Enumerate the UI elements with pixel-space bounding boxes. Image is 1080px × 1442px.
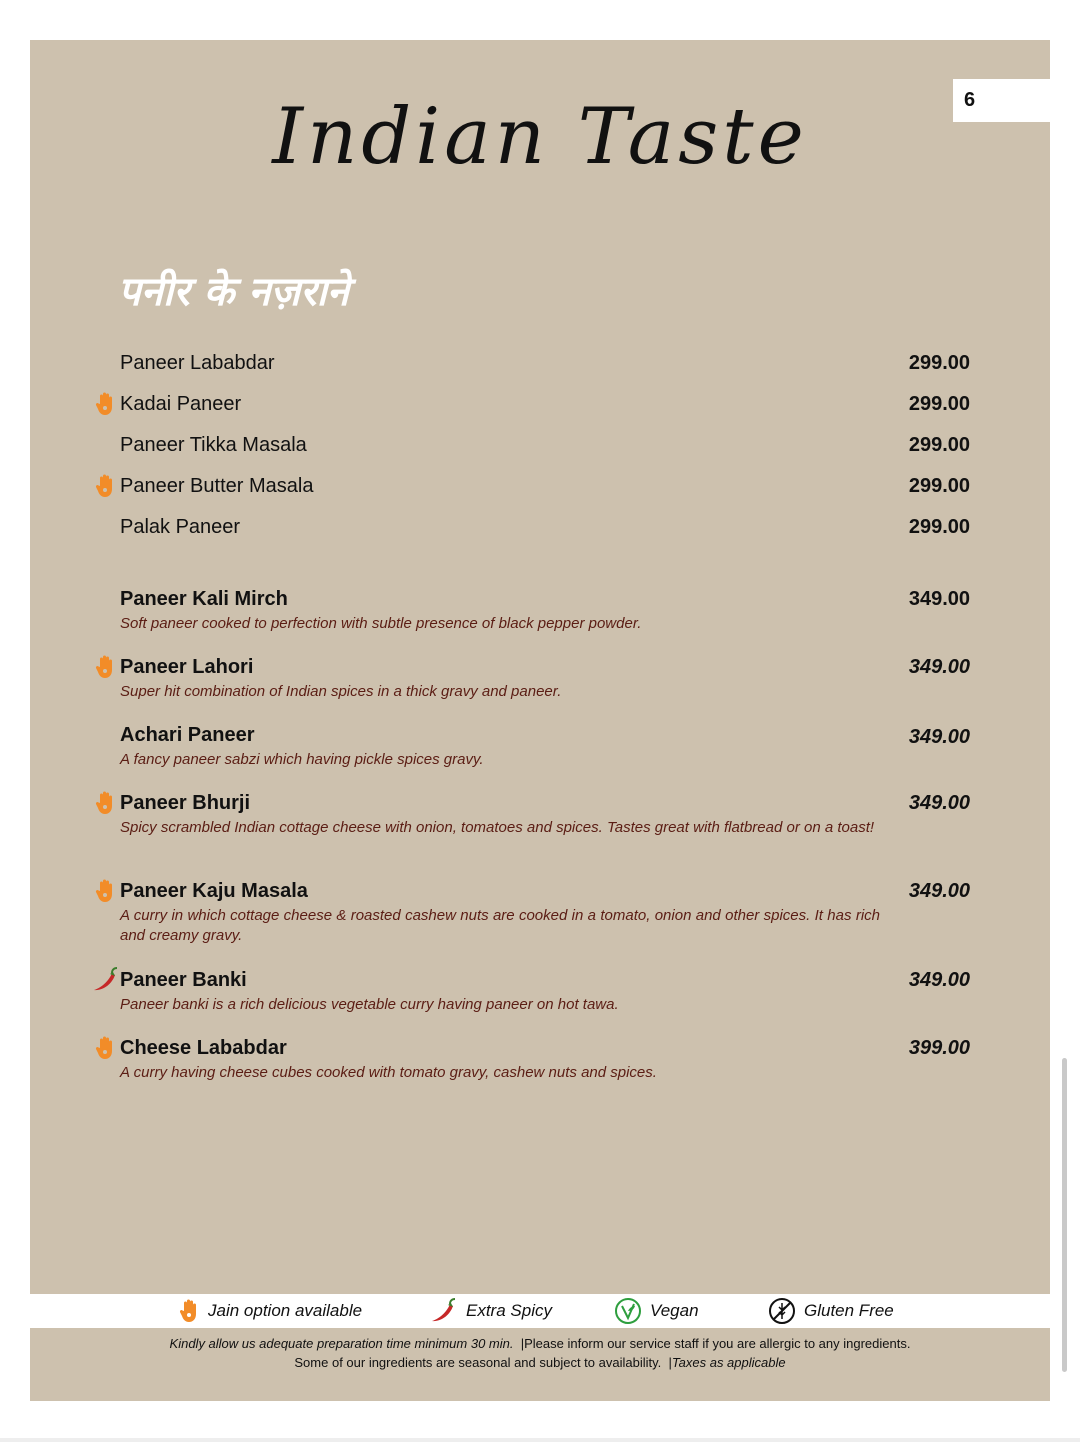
item-description: A fancy paneer sabzi which having pickle spices gravy. — [120, 751, 484, 768]
legend-vegan-label: Vegan — [650, 1301, 699, 1320]
notes-line-1: Kindly allow us adequate preparation time minimum 30 min. |Please inform our service staff if you are allergic to any ingredients. — [169, 1336, 911, 1351]
allergy-note: Please inform our service staff if you are allergic to any ingredients. — [524, 1336, 911, 1351]
jain-hand-icon — [94, 391, 116, 417]
item-price: 399.00 — [908, 1037, 970, 1059]
item-description: Paneer banki is a rich delicious vegetable curry having paneer on hot tawa. — [120, 996, 619, 1013]
page-title: Indian Taste — [272, 92, 808, 182]
item-name: Achari Paneer — [120, 724, 255, 746]
vegan-leaf-icon — [614, 1297, 642, 1325]
item-name: Cheese Lababdar — [120, 1037, 287, 1059]
item-name: Paneer Lahori — [120, 656, 254, 678]
legend-vegan — [614, 1294, 699, 1328]
bottom-divider — [0, 1438, 1080, 1442]
vertical-scrollbar[interactable] — [1062, 1058, 1067, 1372]
item-price: 349.00 — [908, 656, 970, 678]
item-price: 349.00 — [908, 880, 970, 902]
item-price: 349.00 — [908, 726, 970, 748]
item-price: 349.00 — [908, 588, 970, 610]
item-name: Paneer Bhurji — [120, 792, 251, 814]
item-name: Paneer Tikka Masala — [120, 434, 307, 456]
item-price: 299.00 — [908, 434, 970, 456]
item-description: A curry having cheese cubes cooked with tomato gravy, cashew nuts and spices. — [120, 1064, 657, 1081]
item-description: Soft paneer cooked to perfection with subtle presence of black pepper powder. — [120, 615, 642, 632]
gluten-free-icon — [768, 1297, 796, 1325]
item-name: Paneer Banki — [120, 969, 247, 991]
legend-gluten-free — [768, 1294, 894, 1328]
legend-jain-label: Jain option available — [208, 1301, 363, 1320]
legend-spicy — [428, 1294, 552, 1328]
legend-gluten-free-label: Gluten Free — [804, 1301, 894, 1320]
item-name: Paneer Butter Masala — [120, 475, 314, 497]
item-description: A curry in which cottage cheese & roasted cashew nuts are cooked in a tomato, onion and other spices. It has rich and creamy gravy. — [120, 907, 880, 944]
jain-hand-icon — [94, 790, 116, 816]
jain-hand-icon — [94, 1035, 116, 1061]
section-title: पनीर के नज़राने — [118, 269, 350, 315]
item-price: 299.00 — [908, 352, 970, 374]
item-price: 299.00 — [908, 516, 970, 538]
item-description: Spicy scrambled Indian cottage cheese with onion, tomatoes and spices. Tastes great with flatbread or on a toast! — [120, 819, 875, 836]
item-name: Paneer Lababdar — [120, 352, 275, 374]
item-name: Paneer Kaju Masala — [120, 880, 308, 902]
item-description: Super hit combination of Indian spices in a thick gravy and paneer. — [120, 683, 562, 700]
item-name: Palak Paneer — [120, 516, 241, 538]
prep-time-note: Kindly allow us adequate preparation time minimum 30 min. — [169, 1336, 514, 1351]
footer-notes — [30, 1334, 1050, 1372]
menu-page — [30, 40, 1050, 1401]
item-name: Paneer Kali Mirch — [120, 588, 288, 610]
item-price: 349.00 — [908, 792, 970, 814]
seasonal-note: Some of our ingredients are seasonal and subject to availability. — [294, 1355, 662, 1370]
chili-pepper-icon — [428, 1298, 458, 1324]
taxes-note: Taxes as applicable — [671, 1355, 786, 1370]
jain-hand-icon — [178, 1297, 200, 1325]
jain-hand-icon — [94, 473, 116, 499]
jain-hand-icon — [94, 878, 116, 904]
legend-jain — [178, 1294, 362, 1328]
page-number: 6 — [953, 79, 1050, 122]
jain-hand-icon — [94, 654, 116, 680]
item-price: 349.00 — [908, 969, 970, 991]
notes-line-2: Some of our ingredients are seasonal and subject to availability. |Taxes as applicable — [294, 1355, 786, 1370]
item-price: 299.00 — [908, 475, 970, 497]
legend-spicy-label: Extra Spicy — [466, 1301, 552, 1320]
item-name: Kadai Paneer — [120, 393, 242, 415]
legend-bar — [30, 1294, 1050, 1328]
chili-pepper-icon — [91, 967, 119, 993]
item-price: 299.00 — [908, 393, 970, 415]
